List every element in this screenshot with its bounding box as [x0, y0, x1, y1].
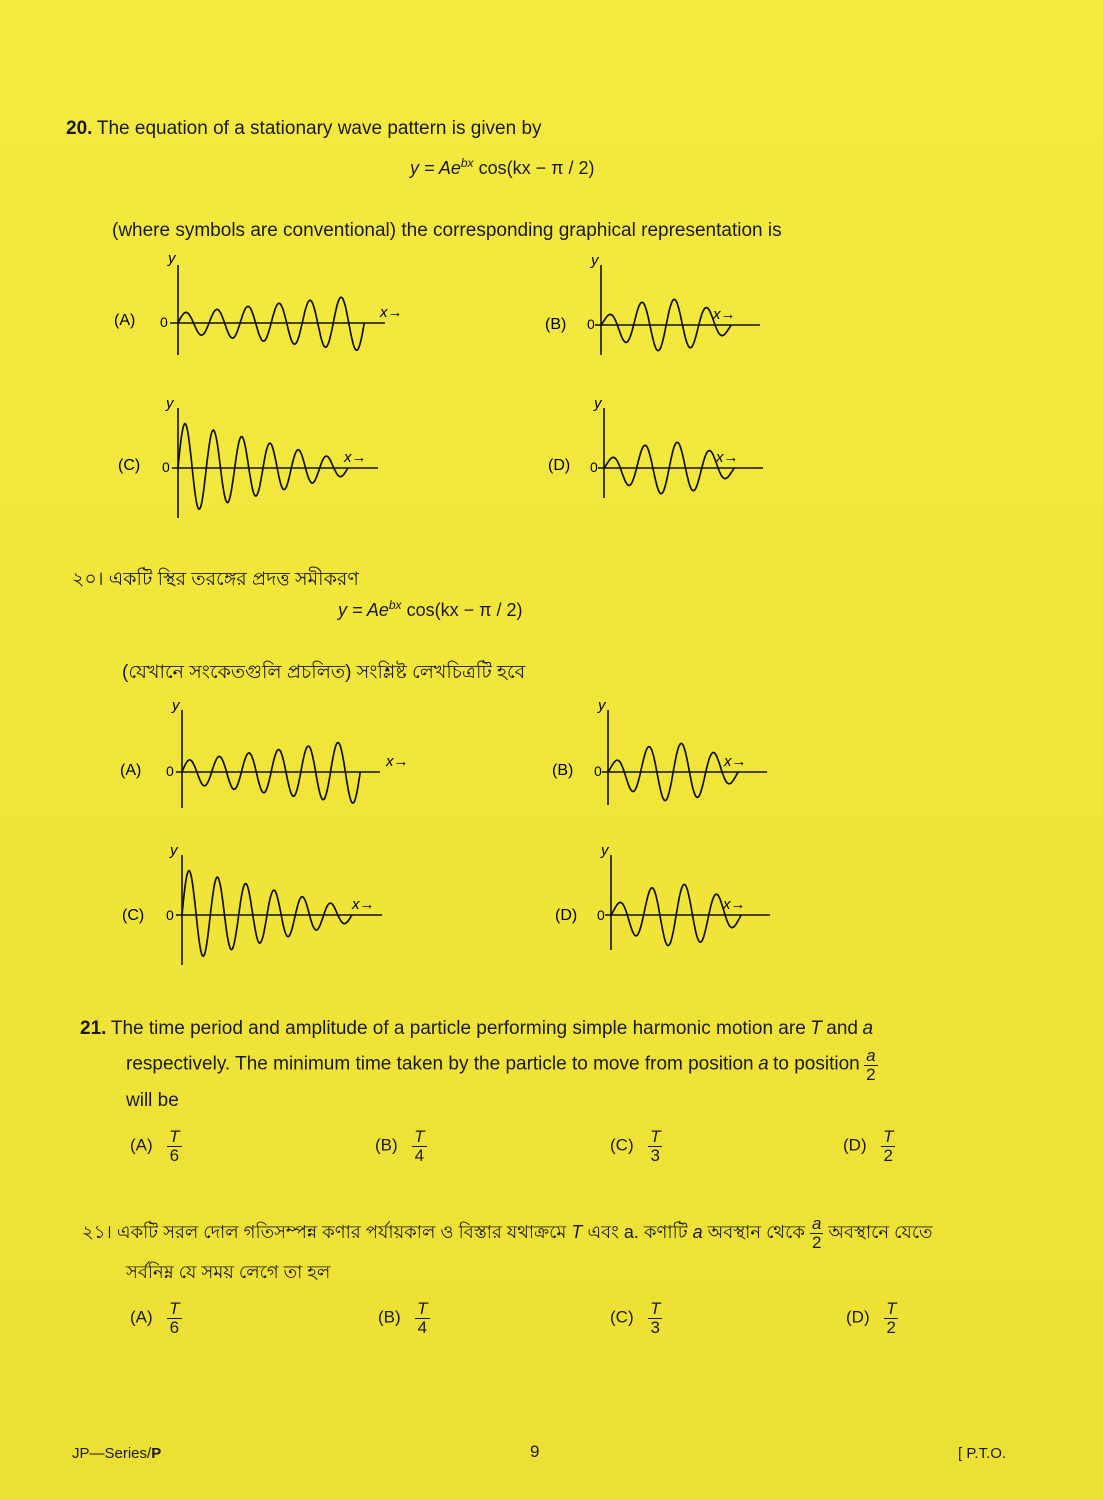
x-axis-label: x→	[724, 753, 747, 770]
q20-eq-main: y = Ae	[410, 158, 461, 178]
q20-graph-A-zero: 0	[160, 314, 168, 330]
q20-bn-stem: একটি স্থির তরঙ্গের প্রদত্ত সমীকরণ	[108, 569, 359, 590]
q21-bn-dot: a. কণাটি	[623, 1222, 688, 1242]
option-value	[884, 1300, 898, 1337]
q20-graph-C-zero: 0	[162, 459, 170, 475]
q21-to-position: to position	[773, 1053, 860, 1075]
frac-num: T	[417, 1299, 428, 1318]
option-value	[412, 1128, 426, 1165]
q21-T: T	[810, 1018, 822, 1039]
q21-bn-T: T	[571, 1222, 583, 1242]
frac-den: 3	[650, 1318, 660, 1337]
q20-eq-exp: bx	[460, 156, 474, 170]
x-axis-label: x→	[344, 449, 367, 466]
q21-option-A[interactable]	[130, 1128, 182, 1165]
option-value	[167, 1128, 181, 1165]
q20-bn-graph-A	[120, 700, 420, 815]
q20-note: (where symbols are conventional) the corresponding graphical representation is	[112, 220, 782, 241]
y-axis-label: y	[172, 700, 180, 714]
q21-stem-1: The time period and amplitude of a particle performing simple harmonic motion are	[110, 1018, 806, 1039]
q20-eq-rest: cos(kx − π / 2)	[478, 158, 595, 178]
q20-equation	[410, 156, 595, 179]
q20-bn-graph-C	[122, 845, 422, 970]
option-value	[415, 1300, 429, 1337]
option-label: (C)	[610, 1307, 634, 1327]
frac-num: T	[883, 1127, 894, 1146]
y-axis-label: y	[591, 255, 599, 269]
frac-den: 6	[169, 1318, 180, 1337]
q20-bn-graph-C-zero: 0	[166, 907, 174, 923]
q20-bn-graph-D	[555, 845, 805, 970]
frac-den: 4	[414, 1146, 425, 1165]
q21-and: and	[826, 1018, 858, 1039]
q20-bn-equation	[338, 598, 523, 621]
x-axis-label: x→	[723, 896, 746, 913]
footer-series	[72, 1445, 161, 1462]
q20-bn-graph-C-label: (C)	[122, 907, 145, 924]
y-axis-label: y	[166, 398, 174, 412]
q20-graph-C-label: (C)	[118, 457, 141, 474]
frac-num: T	[169, 1299, 180, 1318]
q21-bn-to: অবস্থানে যেতে	[828, 1222, 933, 1242]
q21-bn-option-B[interactable]	[378, 1300, 430, 1337]
q21-option-B[interactable]	[375, 1128, 427, 1165]
frac-num: T	[414, 1127, 425, 1146]
page-number: 9	[530, 1442, 540, 1461]
q20-bn-graph-D-zero: 0	[597, 907, 605, 923]
option-label: (A)	[130, 1307, 153, 1327]
q20-curve-C	[178, 424, 348, 510]
frac-den: 6	[169, 1146, 180, 1165]
q20-graph-D-zero: 0	[590, 459, 598, 475]
q21-a2: a	[758, 1053, 769, 1075]
q20-bn-graph-B	[552, 700, 802, 815]
frac-num: a	[866, 1046, 876, 1065]
q20-bn-block	[72, 565, 359, 597]
q20-bn-curve-A	[182, 743, 360, 804]
q21-stem-2: respectively. The minimum time taken by the particle to move from position	[126, 1053, 754, 1075]
q21-bn-block	[82, 1212, 1032, 1292]
series-text: JP—Series/	[72, 1445, 152, 1462]
option-value	[881, 1128, 895, 1165]
q20-stem: The equation of a stationary wave pattern is given by	[96, 118, 542, 139]
frac-den: 4	[417, 1318, 428, 1337]
q21-number: 21.	[80, 1018, 107, 1039]
q20-graph-D	[548, 398, 798, 523]
q21-bn-line1: একটি সরল দোল গতিসম্পন্ন কণার পর্যায়কাল ও বিস্তার যথাক্রমে	[116, 1222, 567, 1242]
x-axis-label: x→	[352, 896, 375, 913]
option-value	[167, 1300, 181, 1337]
q20-graph-B-label: (B)	[545, 316, 567, 333]
q20-graph-A-label: (A)	[114, 312, 136, 329]
option-label: (B)	[378, 1307, 401, 1327]
option-label: (B)	[375, 1135, 398, 1155]
q20-bn-graph-D-label: (D)	[555, 907, 578, 924]
q20-graph-A	[110, 255, 410, 365]
q21-option-C[interactable]	[610, 1128, 662, 1165]
frac-num: T	[650, 1299, 661, 1318]
frac-den: 2	[811, 1232, 822, 1252]
q21-bn-and: এবং	[587, 1222, 619, 1242]
frac-num: a	[811, 1213, 822, 1233]
y-axis-label: y	[598, 700, 606, 714]
frac-den: 2	[866, 1065, 876, 1084]
q20-bn-graph-A-zero: 0	[166, 763, 174, 779]
frac-num: T	[886, 1299, 897, 1318]
frac-num: T	[650, 1127, 661, 1146]
q21-bn-option-D[interactable]	[846, 1300, 898, 1337]
q20-bn-graph-B-zero: 0	[594, 763, 602, 779]
pto-label: [ P.T.O.	[958, 1445, 1007, 1462]
q21-a: a	[862, 1018, 874, 1039]
option-label: (A)	[130, 1135, 153, 1155]
q20-graph-B	[545, 255, 795, 365]
q20-graph-C	[118, 398, 418, 523]
series-letter: P	[151, 1445, 162, 1462]
y-axis-label: y	[168, 255, 176, 267]
frac-num: T	[169, 1127, 180, 1146]
x-axis-label: x→	[716, 449, 739, 466]
q21-frac-a-2	[864, 1047, 877, 1084]
q20-bn-note: (যেখানে সংকেতগুলি প্রচলিত) সংশ্লিষ্ট লেখচিত্রটি হবে	[122, 662, 526, 683]
option-value	[648, 1300, 662, 1337]
option-label: (C)	[610, 1135, 634, 1155]
option-value	[648, 1128, 662, 1165]
q21-will-be: will be	[126, 1090, 179, 1111]
y-axis-label: y	[170, 845, 178, 859]
q20-number: 20.	[66, 118, 93, 139]
q21-bn-from: অবস্থান থেকে	[707, 1222, 805, 1242]
q20-bn-curve-C	[182, 871, 352, 957]
q21-bn-option-A[interactable]	[130, 1300, 182, 1337]
q21-bn-number: ২১।	[82, 1222, 112, 1242]
q21-block	[80, 1012, 1020, 1119]
x-axis-label: x→	[386, 753, 409, 770]
frac-den: 2	[883, 1146, 893, 1165]
q20-graph-B-zero: 0	[587, 316, 595, 332]
q21-bn-a: a	[692, 1222, 703, 1242]
q21-bn-line2: সর্বনিম্ন যে সময় লেগে তা হল	[126, 1262, 331, 1282]
q21-bn-option-C[interactable]	[610, 1300, 662, 1337]
option-label: (D)	[843, 1135, 867, 1155]
q20-bn-number: ২০।	[72, 569, 104, 590]
option-label: (D)	[846, 1307, 870, 1327]
y-axis-label: y	[601, 845, 609, 859]
q20-block	[66, 118, 542, 140]
x-axis-label: x→	[380, 304, 403, 321]
frac-den: 2	[886, 1318, 896, 1337]
q20-bn-eq-exp: bx	[388, 598, 402, 612]
q20-bn-eq-rest: cos(kx − π / 2)	[406, 600, 523, 620]
q21-option-D[interactable]	[843, 1128, 895, 1165]
q20-bn-eq-main: y = Ae	[338, 600, 389, 620]
x-axis-label: x→	[713, 306, 736, 323]
q21-bn-frac	[810, 1215, 823, 1252]
q20-graph-D-label: (D)	[548, 457, 571, 474]
y-axis-label: y	[594, 398, 602, 412]
q20-bn-graph-A-label: (A)	[120, 762, 142, 779]
q20-bn-graph-B-label: (B)	[552, 762, 574, 779]
frac-den: 3	[650, 1146, 660, 1165]
